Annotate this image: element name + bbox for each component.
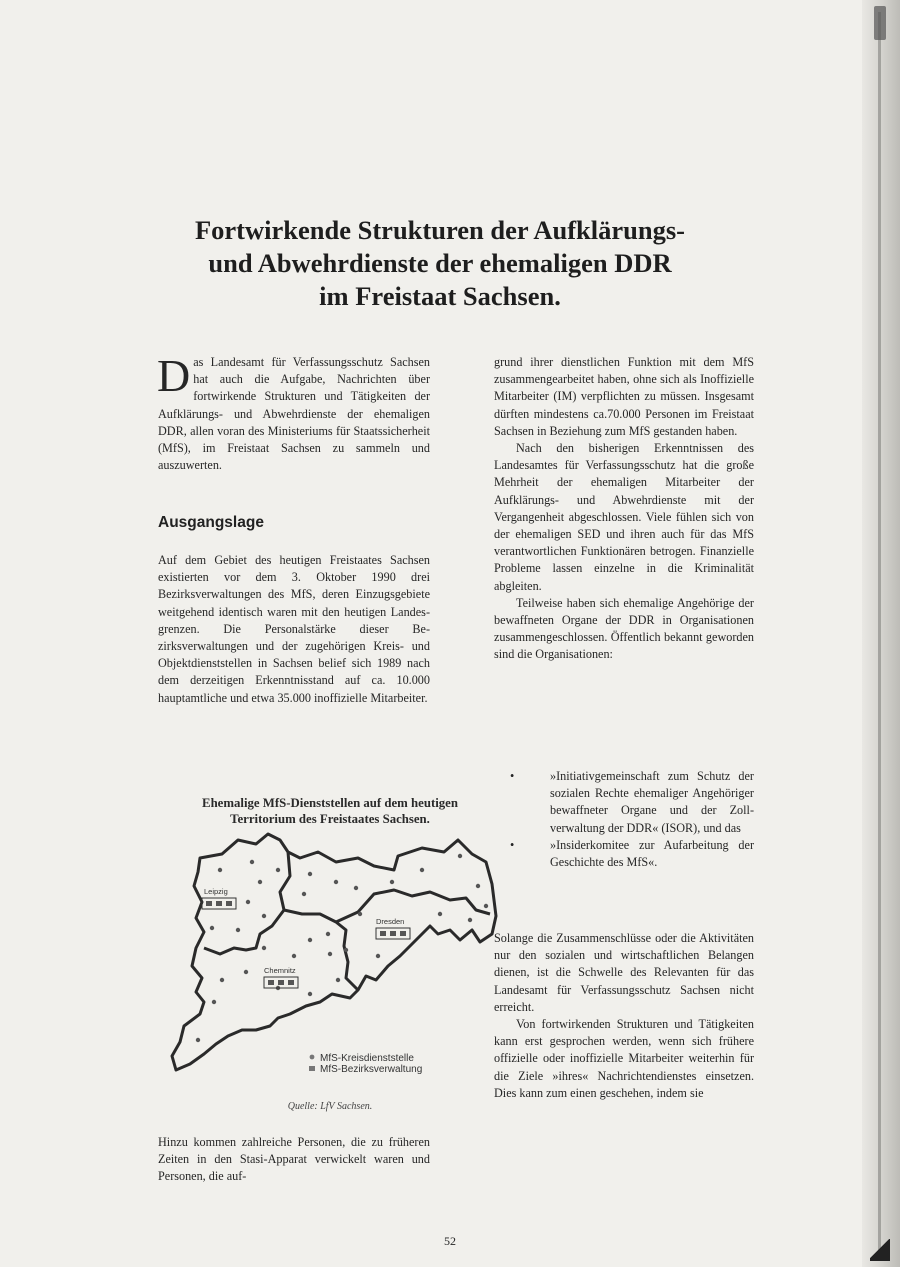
- kds-dot: [334, 880, 338, 884]
- binding-line: [878, 12, 881, 1252]
- kds-dot: [328, 952, 332, 956]
- map-caption-line-1: Ehemalige MfS-Dienststellen auf dem heutigen: [202, 796, 458, 810]
- kds-dot: [218, 868, 222, 872]
- kds-dot: [302, 892, 306, 896]
- kds-dot: [262, 946, 266, 950]
- kds-dot: [458, 854, 462, 858]
- saxony-map: [160, 830, 505, 1090]
- kds-dot: [336, 978, 340, 982]
- kds-dot: [308, 872, 312, 876]
- kds-dot: [262, 914, 266, 918]
- map-caption-line-2: Territorium des Freistaates Sachsen.: [230, 812, 430, 826]
- kds-dot: [250, 860, 254, 864]
- kds-dot: [390, 880, 394, 884]
- right-paragraph-1: grund ihrer dienstlichen Funktion mit dem MfS zusammengearbeitet haben, ohne sich als Inoffizielle Mitarbeiter (IM) verpflichten zu müssen. Insgesamt dürften mindestens ca.70.000 Personen im Freistaat Sachsen in Beziehung zum MfS gestanden haben.: [494, 355, 754, 438]
- bullet-icon: •: [510, 837, 515, 852]
- kds-dot: [244, 970, 248, 974]
- right-column-top: [494, 354, 754, 664]
- city-label-chemnitz: Chemnitz: [264, 966, 296, 975]
- left-paragraph-2: [158, 552, 430, 707]
- kds-dot: [236, 928, 240, 932]
- dresden-marker: [376, 917, 410, 939]
- chemnitz-marker: [264, 966, 298, 988]
- right-column-bottom: [494, 930, 754, 1102]
- kds-dot: [246, 900, 250, 904]
- intro-paragraph: [157, 350, 430, 474]
- dropcap-letter: D: [157, 350, 191, 401]
- city-label-dresden: Dresden: [376, 917, 405, 926]
- organisations-list: [510, 768, 754, 871]
- kds-dot: [376, 954, 380, 958]
- dresden-border: [336, 890, 490, 922]
- title-line-1: Fortwirkende Strukturen der Aufklärungs-: [194, 215, 686, 245]
- kds-dot: [292, 954, 296, 958]
- kds-dot: [326, 932, 330, 936]
- kds-dot: [308, 992, 312, 996]
- map-source: Quelle: LfV Sachsen.: [287, 1101, 373, 1112]
- legend-kreis-dot: [310, 1055, 315, 1060]
- page-edge-strip: [862, 0, 900, 1267]
- kds-dot: [276, 868, 280, 872]
- left-paragraph-3-text: Hinzu kommen zahlreiche Personen, die zu früheren Zeiten in den Stasi-Apparat verwickelt waren und Personen, die auf-: [158, 1135, 430, 1184]
- kds-dot: [308, 938, 312, 942]
- kds-dot: [420, 868, 424, 872]
- right-paragraph-4: Solange die Zusammenschlüsse oder die Aktivitäten nur den sozialen und wirtschaftlichen Belangen dienen, ist die Schwelle des Relevanten für das Landesamt für Verfassungsschutz Sachsen nicht erreicht.: [494, 931, 754, 1014]
- legend-kreis-label: MfS-Kreisdienststelle: [320, 1053, 414, 1064]
- kds-dot: [210, 926, 214, 930]
- kds-dot: [344, 948, 348, 952]
- legend-bezirk-label: MfS-Bezirksverwaltung: [320, 1064, 423, 1075]
- kds-dot: [438, 912, 442, 916]
- article-title: [150, 214, 730, 313]
- left-paragraph-2-text: Auf dem Gebiet des heutigen Freistaates Sachsen existierten vor dem 3. Oktober 1990 drei Bezirksverwaltungen des MfS, deren Einzugsgebiete weitgehend identisch waren mit den heutigen Landesgrenzen. Die Personalstärke dieser Bezirksverwaltungen und der zugehörigen Kreis- und Objektdienststellen in Sachsen belief sich 1989 nach dem derzeitigen Erkenntnisstand auf ca. 10.000 hauptamtliche und etwa 35.000 inoffizielle Mitarbeiter.: [158, 553, 430, 705]
- kds-dot: [358, 912, 362, 916]
- title-line-2: und Abwehrdienste der ehemaligen DDR: [208, 248, 672, 278]
- kds-dot: [220, 978, 224, 982]
- kds-dot: [258, 880, 262, 884]
- city-label-leipzig: Leipzig: [204, 887, 228, 896]
- list-item-text: »Insiderkomitee zur Aufarbeitung der Geschichte des MfS«.: [550, 837, 754, 870]
- kds-dot: [196, 1038, 200, 1042]
- edge-mark-bottom: [870, 1239, 890, 1261]
- bullet-icon: •: [510, 769, 515, 783]
- edge-mark-top: [874, 6, 886, 40]
- leipzig-marker: [202, 887, 236, 909]
- section-heading-ausgangslage: Ausgangslage: [158, 514, 264, 531]
- title-line-3: im Freistaat Sachsen.: [319, 281, 561, 311]
- legend-bezirk-square: [309, 1066, 315, 1071]
- map-legend: [309, 1053, 422, 1075]
- page-number: 52: [444, 1234, 456, 1248]
- kds-dot: [484, 904, 488, 908]
- list-item-text: »Initiativgemeinschaft zum Schutz der sozialen Rechte ehemaliger Angehöriger bewaffneter Organe und der Zollverwaltung der DDR« (ISOR), und das: [550, 769, 754, 835]
- kds-dot: [212, 1000, 216, 1004]
- left-paragraph-3: [158, 1134, 430, 1186]
- right-paragraph-3: Teilweise haben sich ehemalige Angehörige der bewaffneten Organe der DDR in Organisationen zusammengeschlossen. Öffentlich bekannt geworden sind die Organisationen:: [494, 595, 754, 662]
- list-item: [510, 837, 754, 871]
- map-caption: [160, 795, 500, 827]
- list-item: [510, 768, 754, 837]
- right-paragraph-2: Nach den bisherigen Erkenntnissen des Landesamtes für Verfassungsschutz hat die große Mehrheit der ehemaligen Mitarbeiter der Aufklärungs- und Abwehrdienste mit der Vergangenheit abgeschlossen. Viele fühlen sich von der ehemaligen SED und ihren auch für das MfS verantwortlichen Funktionären betrogen. Finanzielle Probleme lassen einzelne in die Kriminalität abgleiten.: [494, 441, 754, 593]
- kds-dot: [354, 886, 358, 890]
- intro-text: as Landesamt für Verfassungsschutz Sachsen hat auch die Aufgabe, Nachrichten über fortwirkende Strukturen und Tätigkeiten der Aufklärungs- und Abwehrdienste der ehemaligen DDR, allen voran des Ministeriums für Staatssicherheit (MfS), im Freistaat Sachsen zu sammeln und auszuwerten.: [158, 355, 430, 473]
- right-paragraph-5: Von fortwirkenden Strukturen und Tätigkeiten kann erst gesprochen werden, wenn sich frühere offizielle oder inoffizielle Mitarbeiter weiterhin für die Ziele »ihres« Nachrichtendienstes einsetzen. Dies kann zum einen geschehen, indem sie: [494, 1017, 754, 1100]
- kds-dot: [468, 918, 472, 922]
- kds-dot: [476, 884, 480, 888]
